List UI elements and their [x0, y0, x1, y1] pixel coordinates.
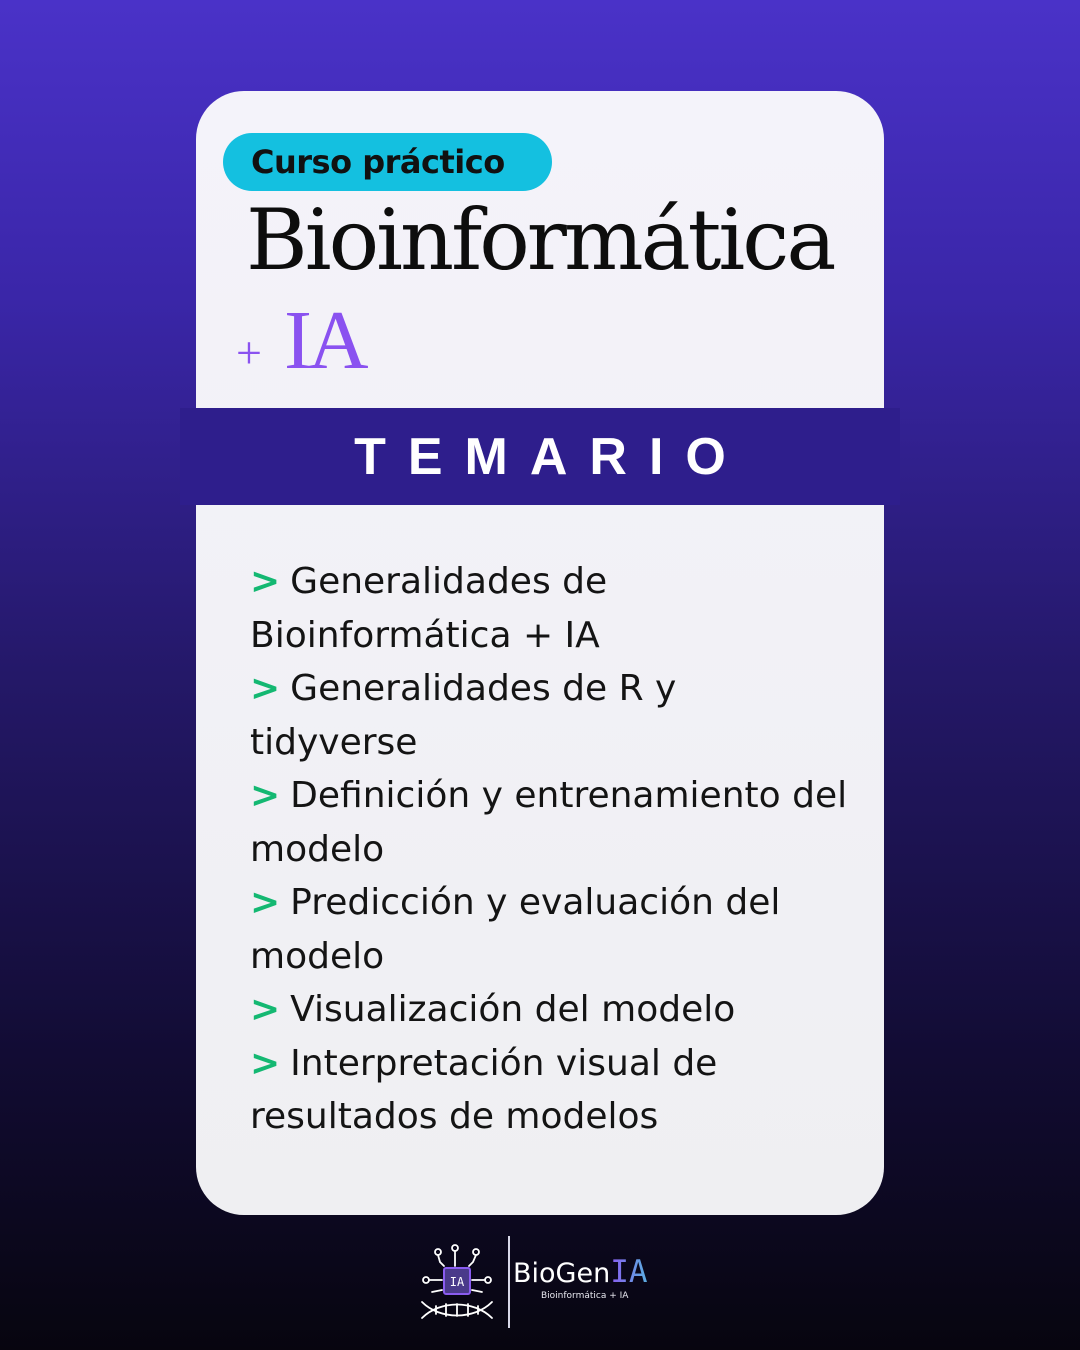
- topic-text: Interpretación visual de resultados de modelos: [250, 1042, 718, 1137]
- topic-item: [250, 983, 850, 1037]
- arrow-icon: >: [250, 1042, 281, 1084]
- arrow-icon: >: [250, 668, 281, 709]
- topic-text: Generalidades de R y tidyverse: [250, 668, 677, 763]
- topic-item: [250, 662, 850, 769]
- brand-name-accent: IA: [610, 1254, 648, 1290]
- ia-label: IA: [283, 294, 365, 387]
- arrow-icon: >: [250, 775, 281, 816]
- topic-item: [250, 1037, 850, 1144]
- badge-label: Curso práctico: [251, 143, 505, 181]
- logo-divider: [508, 1236, 510, 1328]
- dna-chip-icon: [418, 1240, 498, 1324]
- topics-list: [250, 555, 850, 1144]
- topic-item: [250, 555, 850, 662]
- topic-item: [250, 769, 850, 876]
- arrow-icon: >: [250, 561, 281, 602]
- section-header-band: [180, 408, 900, 505]
- topic-text: Predicción y evaluación del modelo: [250, 882, 781, 977]
- brand-logo: [418, 1236, 680, 1328]
- topic-text: Visualización del modelo: [290, 989, 736, 1030]
- course-subtitle: [236, 292, 365, 387]
- section-label: TEMARIO: [354, 427, 748, 486]
- brand-name: [513, 1254, 648, 1290]
- arrow-icon: >: [250, 989, 281, 1030]
- brand-tagline: Bioinformática + IA: [541, 1291, 629, 1301]
- arrow-icon: >: [250, 882, 281, 923]
- topic-text: Generalidades de Bioinformática + IA: [250, 561, 608, 656]
- topic-text: Definición y entrenamiento del modelo: [250, 775, 848, 870]
- topic-item: [250, 876, 850, 983]
- course-type-badge: [223, 133, 552, 191]
- plus-sign: +: [236, 327, 262, 378]
- brand-name-main: BioGen: [513, 1258, 611, 1289]
- chip-label: IA: [449, 1275, 465, 1289]
- course-title: Bioinformática: [246, 191, 834, 289]
